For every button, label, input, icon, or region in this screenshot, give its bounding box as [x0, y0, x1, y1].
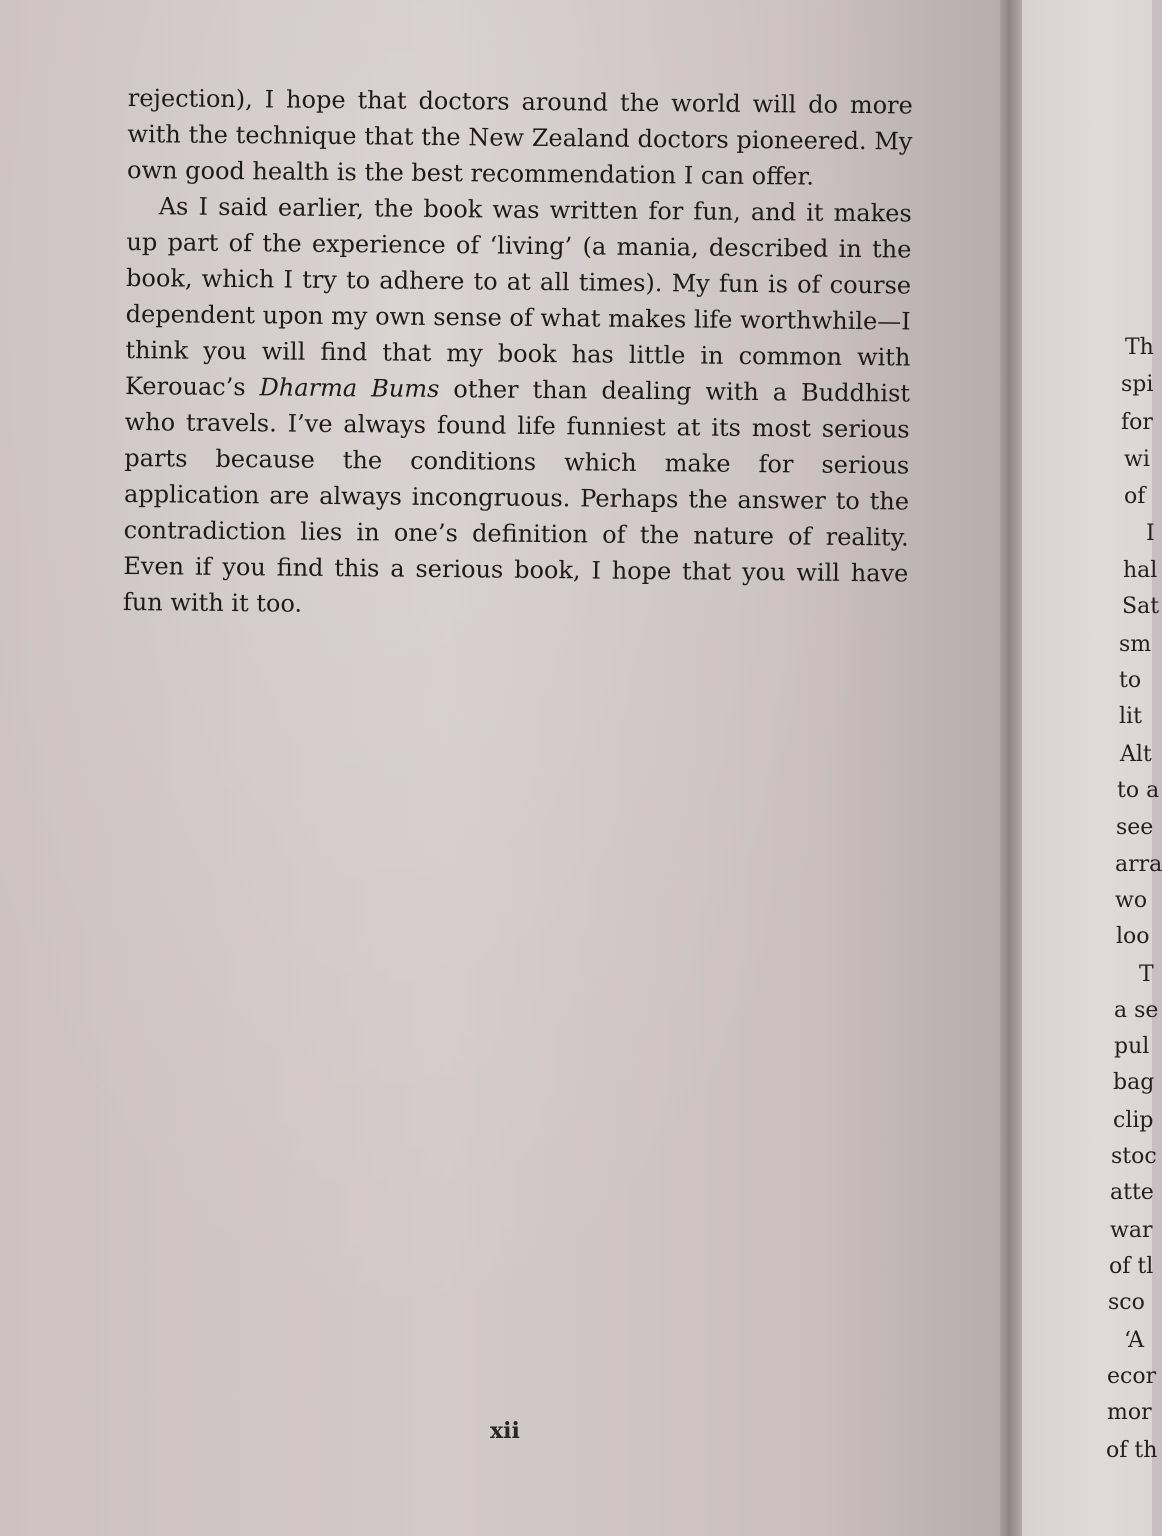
facing-page-fragment: clip [1113, 1108, 1154, 1133]
facing-page-fragment: for [1121, 410, 1153, 435]
paragraph-2 [123, 188, 912, 628]
facing-page-fragment: atte [1110, 1180, 1154, 1205]
right-book-page [1022, 0, 1162, 1536]
facing-page-fragment: lit [1119, 704, 1142, 729]
facing-page-fragment: war [1110, 1218, 1153, 1243]
facing-page-fragment: pul [1114, 1034, 1150, 1059]
facing-page-fragment: T [1139, 962, 1154, 987]
body-text [123, 80, 913, 628]
facing-page-fragment: of [1124, 484, 1146, 509]
facing-page-fragment: Alt [1120, 742, 1152, 767]
facing-page-fragment: a se [1114, 998, 1159, 1023]
facing-page-fragment: Sat [1122, 594, 1160, 619]
facing-page-fragment: to a [1117, 778, 1160, 803]
paragraph-1-text: rejection), I hope that doctors around the world will do more with the technique that the New Zealand doctors pioneered. My own good health is the best recommendation I can offer. [127, 83, 913, 191]
facing-page-fragment: sco [1108, 1290, 1145, 1315]
facing-page-fragment: sm [1119, 632, 1152, 657]
facing-page-fragment: Th [1125, 335, 1154, 360]
facing-page-fragment: spi [1121, 372, 1154, 397]
book-title-dharma-bums: Dharma Bums [259, 373, 440, 404]
facing-page-fragment: see [1116, 815, 1154, 840]
facing-page-fragment: of th [1106, 1438, 1158, 1463]
facing-page-fragment: bag [1113, 1070, 1155, 1095]
facing-page-fragment: I [1146, 521, 1155, 546]
facing-page-fragment: arra [1115, 852, 1162, 877]
facing-page-fragment: hal [1123, 558, 1158, 583]
facing-page-text-fragments [1022, 0, 1162, 1536]
facing-page-fragment: wo [1115, 888, 1148, 913]
facing-page-fragment: stoc [1111, 1144, 1157, 1169]
facing-page-fragment: loo [1116, 924, 1150, 949]
paragraph-2-text-part-2: other than dealing with a Buddhist who travels. I’ve always found life funniest at its most serious parts because the conditions which make for serious application are always incongruous. Perhaps the answer to the contradiction lies in one’s definition of the nature of reality. Even if you find this a serious book, I hope that you will have fun with it too. [122, 375, 911, 618]
paragraph-1 [127, 80, 913, 196]
paragraph-2-text-part-1: As I said earlier, the book was written for fun, and it makes up part of the experience of ‘living’ (a mania, described in the book, which I try to adhere to at all times). My fun is of course dependent upon my own sense of what makes life worthwhile—I think you will find that my book has little in common with Kerouac’s [124, 192, 912, 402]
facing-page-fragment: wi [1124, 447, 1150, 472]
book-gutter [1000, 0, 1022, 1536]
facing-page-fragment: ecor [1107, 1364, 1157, 1389]
facing-page-fragment: ‘A [1124, 1328, 1145, 1353]
facing-page-fragment: of tl [1109, 1254, 1154, 1279]
facing-page-fragment: mor [1107, 1400, 1152, 1425]
facing-page-fragment: to [1119, 668, 1142, 693]
page-number: xii [490, 1418, 520, 1444]
